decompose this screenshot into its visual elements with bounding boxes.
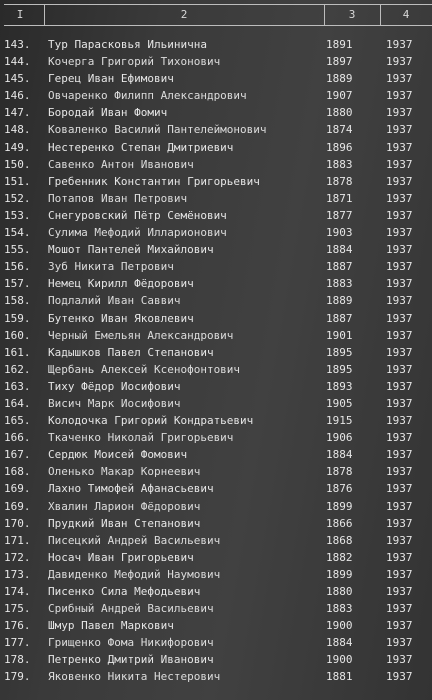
repression-year: 1937 [386,294,413,308]
row-number: 179. [4,670,31,684]
table-row [0,446,432,463]
birth-year: 1874 [326,123,353,137]
repression-year: 1937 [386,311,413,325]
repression-year: 1937 [386,277,413,291]
person-name: Сулима Мефодий Илларионович [48,226,227,240]
row-number: 166. [4,431,31,445]
header-col-3: 3 [348,8,356,21]
repression-year: 1937 [386,106,413,120]
row-number: 176. [4,619,31,633]
table-row [0,634,432,651]
repression-year: 1937 [386,243,413,257]
repression-year: 1937 [386,653,413,667]
row-number: 174. [4,585,31,598]
table-row [0,292,432,309]
repression-year: 1937 [386,550,413,564]
table-header [4,4,432,26]
row-number: 163. [4,379,31,393]
person-name: Нестеренко Степан Дмитриевич [48,140,234,154]
person-name: Гребенник Константин Григорьевич [48,174,260,188]
repression-year: 1937 [386,89,413,103]
table-row [0,583,432,600]
birth-year: 1884 [326,448,353,462]
birth-year: 1905 [326,396,353,410]
row-number: 172. [4,550,31,564]
row-number: 156. [4,260,31,274]
birth-year: 1891 [326,38,353,51]
header-col-2: 2 [180,8,188,21]
row-number: 177. [4,636,31,650]
row-number: 145. [4,72,31,86]
table-row [0,361,432,378]
row-number: 168. [4,465,31,479]
row-number: 150. [4,157,31,171]
birth-year: 1901 [326,328,353,342]
row-number: 159. [4,311,31,325]
repression-year: 1937 [386,396,413,410]
table-row [0,258,432,275]
repression-year: 1937 [386,226,413,240]
person-name: Щербань Алексей Ксенофонтович [48,362,241,376]
table-row [0,87,432,104]
person-name: Подлалий Иван Саввич [48,294,181,308]
table-row [0,139,432,156]
table-row [0,241,432,258]
person-name: Прудкий Иван Степанович [48,516,201,530]
birth-year: 1900 [326,653,353,667]
person-name: Немец Кирилл Фёдорович [48,277,194,291]
row-number: 162. [4,362,31,376]
repression-year: 1937 [386,328,413,342]
row-number: 164. [4,396,31,410]
table-row [0,566,432,583]
birth-year: 1884 [326,636,353,650]
birth-year: 1897 [326,55,353,69]
repression-year: 1937 [386,140,413,154]
row-number: 147. [4,106,31,120]
person-name: Сердюк Моисей Фомович [48,448,188,462]
repression-year: 1937 [386,636,413,650]
header-col-4: 4 [402,8,410,21]
birth-year: 1868 [326,533,353,547]
birth-year: 1876 [326,482,353,496]
repression-year: 1937 [386,516,413,530]
repression-year: 1937 [386,414,413,428]
row-number: 167. [4,448,31,462]
table-row [0,104,432,121]
repression-year: 1937 [386,567,413,581]
birth-year: 1887 [326,260,353,274]
repression-year: 1937 [386,174,413,188]
row-number: 151. [4,174,31,188]
birth-year: 1883 [326,602,353,616]
person-name: Оленько Макар Корнеевич [48,465,201,479]
repression-year: 1937 [386,55,413,69]
row-number: 152. [4,191,31,205]
birth-year: 1881 [326,670,353,684]
table-row [0,378,432,395]
repression-year: 1937 [386,38,413,51]
row-number: 165. [4,414,31,428]
row-number: 171. [4,533,31,547]
person-name: Писенко Сила Мефодьевич [48,585,201,598]
birth-year: 1884 [326,243,353,257]
repression-year: 1937 [386,362,413,376]
row-number: 157. [4,277,31,291]
repression-year: 1937 [386,431,413,445]
repression-year: 1937 [386,379,413,393]
table-row [0,463,432,480]
repression-year: 1937 [386,585,413,598]
table-row [0,53,432,70]
table-row [0,429,432,446]
table-row [0,121,432,138]
table-row [0,344,432,361]
row-number: 158. [4,294,31,308]
birth-year: 1889 [326,294,353,308]
person-name: Шмур Павел Маркович [48,619,174,633]
table-row [0,190,432,207]
repression-year: 1937 [386,191,413,205]
person-name: Тур Парасковья Ильинична [48,38,207,51]
row-number: 173. [4,567,31,581]
table-row [0,498,432,515]
birth-year: 1895 [326,362,353,376]
row-number: 146. [4,89,31,103]
table-row [0,395,432,412]
table-row [0,224,432,241]
repression-year: 1937 [386,499,413,513]
repression-year: 1937 [386,72,413,86]
repression-year: 1937 [386,533,413,547]
person-name: Колодочка Григорий Кондратьевич [48,414,254,428]
repression-year: 1937 [386,602,413,616]
repression-year: 1937 [386,448,413,462]
birth-year: 1896 [326,140,353,154]
table-row [0,515,432,532]
repression-year: 1937 [386,208,413,222]
row-number: 153. [4,208,31,222]
birth-year: 1878 [326,174,353,188]
person-name: Тиху Фёдор Иосифович [48,379,181,393]
birth-year: 1900 [326,619,353,633]
person-name: Лахно Тимофей Афанасьевич [48,482,214,496]
table-row [0,156,432,173]
row-number: 169. [4,482,31,496]
person-name: Носач Иван Григорьевич [48,550,194,564]
table-row [0,327,432,344]
table-row [0,412,432,429]
row-number: 155. [4,243,31,257]
row-number: 143. [4,38,31,51]
birth-year: 1882 [326,550,353,564]
person-name: Черный Емельян Александрович [48,328,234,342]
table-row [0,549,432,566]
birth-year: 1883 [326,277,353,291]
row-number: 154. [4,226,31,240]
birth-year: 1880 [326,585,353,598]
birth-year: 1895 [326,345,353,359]
person-name: Овчаренко Филипп Александрович [48,89,247,103]
birth-year: 1866 [326,516,353,530]
table-row [0,36,432,53]
person-name: Бутенко Иван Яковлевич [48,311,194,325]
repression-year: 1937 [386,619,413,633]
person-name: Петренко Дмитрий Иванович [48,653,214,667]
birth-year: 1871 [326,191,353,205]
row-number: 149. [4,140,31,154]
birth-year: 1915 [326,414,353,428]
table-row [0,668,432,685]
person-name: Потапов Иван Петрович [48,191,188,205]
person-name: Снегуровский Пётр Семёнович [48,208,227,222]
birth-year: 1883 [326,157,353,171]
row-number: 144. [4,55,31,69]
person-name: Зуб Никита Петрович [48,260,174,274]
person-name: Грищенко Фома Никифорович [48,636,214,650]
repression-year: 1937 [386,670,413,684]
row-number: 175. [4,602,31,616]
person-name: Герец Иван Ефимович [48,72,174,86]
table-row [0,617,432,634]
row-number: 161. [4,345,31,359]
repression-year: 1937 [386,157,413,171]
birth-year: 1893 [326,379,353,393]
birth-year: 1906 [326,431,353,445]
person-name: Мошот Пантелей Михайлович [48,243,214,257]
birth-year: 1889 [326,72,353,86]
person-name: Кочерга Григорий Тихонович [48,55,221,69]
repression-year: 1937 [386,345,413,359]
table-row [0,532,432,549]
person-name: Ткаченко Николай Григорьевич [48,431,234,445]
birth-year: 1877 [326,208,353,222]
table-row [0,207,432,224]
birth-year: 1880 [326,106,353,120]
birth-year: 1887 [326,311,353,325]
person-name: Писецкий Андрей Васильевич [48,533,221,547]
person-name: Висич Марк Иосифович [48,396,181,410]
person-name: Кадышков Павел Степанович [48,345,214,359]
person-name: Яковенко Никита Нестерович [48,670,221,684]
table-row [0,310,432,327]
table-row [0,70,432,87]
person-name: Срибный Андрей Васильевич [48,602,214,616]
header-col-1: I [16,8,24,21]
person-name: Бородай Иван Фомич [48,106,168,120]
birth-year: 1899 [326,499,353,513]
birth-year: 1899 [326,567,353,581]
records-list [0,36,432,686]
row-number: 170. [4,516,31,530]
person-name: Коваленко Василий Пантелеймонович [48,123,267,137]
row-number: 160. [4,328,31,342]
repression-year: 1937 [386,465,413,479]
person-name: Давиденко Мефодий Наумович [48,567,221,581]
birth-year: 1903 [326,226,353,240]
row-number: 169. [4,499,31,513]
table-row [0,173,432,190]
row-number: 178. [4,653,31,667]
table-row [0,600,432,617]
table-row [0,480,432,497]
birth-year: 1907 [326,89,353,103]
table-row [0,651,432,668]
person-name: Хвалин Ларион Фёдорович [48,499,201,513]
repression-year: 1937 [386,260,413,274]
table-row [0,275,432,292]
birth-year: 1878 [326,465,353,479]
repression-year: 1937 [386,123,413,137]
person-name: Савенко Антон Иванович [48,157,194,171]
repression-year: 1937 [386,482,413,496]
row-number: 148. [4,123,31,137]
